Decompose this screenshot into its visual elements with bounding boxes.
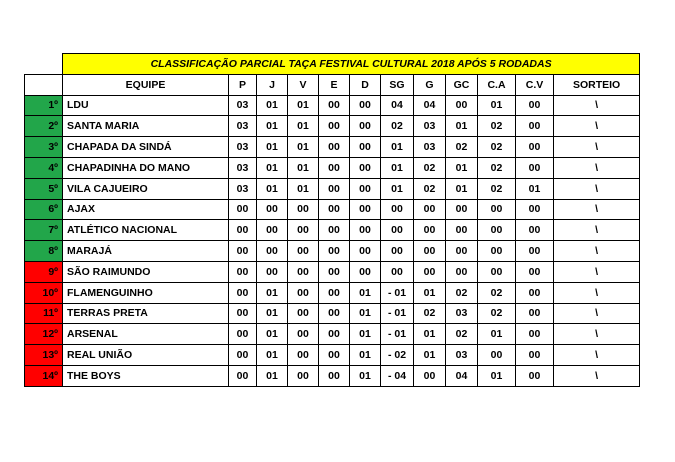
stat-cell-e: 00 <box>319 345 350 366</box>
stat-cell-g: 00 <box>414 261 446 282</box>
stat-cell-cv: 00 <box>516 303 554 324</box>
team-name-cell: CHAPADA DA SINDÁ <box>63 137 229 158</box>
stat-cell-e: 00 <box>319 324 350 345</box>
stat-cell-sg: 01 <box>381 178 414 199</box>
stat-cell-e: 00 <box>319 303 350 324</box>
stat-cell-j: 01 <box>257 157 288 178</box>
stat-cell-d: 00 <box>350 95 381 116</box>
header-team: EQUIPE <box>63 74 229 95</box>
stat-cell-v: 00 <box>288 303 319 324</box>
stat-cell-g: 03 <box>414 137 446 158</box>
sorteio-cell: \ <box>554 241 640 262</box>
stat-cell-d: 00 <box>350 261 381 282</box>
stat-cell-j: 01 <box>257 282 288 303</box>
stat-cell-cv: 00 <box>516 241 554 262</box>
stat-cell-v: 01 <box>288 137 319 158</box>
stat-cell-sg: - 01 <box>381 303 414 324</box>
stat-cell-e: 00 <box>319 241 350 262</box>
stat-cell-gc: 00 <box>446 199 478 220</box>
stat-cell-j: 01 <box>257 365 288 386</box>
team-name-cell: THE BOYS <box>63 365 229 386</box>
stat-cell-g: 00 <box>414 199 446 220</box>
position-cell: 5º <box>25 178 63 199</box>
table-row <box>25 365 640 386</box>
stat-cell-ca: 00 <box>478 220 516 241</box>
stat-cell-cv: 00 <box>516 365 554 386</box>
stat-cell-ca: 02 <box>478 157 516 178</box>
stat-cell-gc: 03 <box>446 345 478 366</box>
header-ca: C.A <box>478 74 516 95</box>
stat-cell-sg: 01 <box>381 137 414 158</box>
stat-cell-g: 01 <box>414 324 446 345</box>
stat-cell-j: 01 <box>257 178 288 199</box>
stat-cell-d: 00 <box>350 137 381 158</box>
sorteio-cell: \ <box>554 199 640 220</box>
team-name-cell: MARAJÁ <box>63 241 229 262</box>
stat-cell-v: 01 <box>288 95 319 116</box>
stat-cell-p: 00 <box>229 365 257 386</box>
stat-cell-p: 03 <box>229 178 257 199</box>
stat-cell-g: 00 <box>414 365 446 386</box>
stat-cell-p: 00 <box>229 345 257 366</box>
stat-cell-p: 00 <box>229 199 257 220</box>
stat-cell-cv: 00 <box>516 345 554 366</box>
table-row <box>25 282 640 303</box>
stat-cell-ca: 02 <box>478 137 516 158</box>
stat-cell-ca: 00 <box>478 261 516 282</box>
stat-cell-d: 01 <box>350 303 381 324</box>
stat-cell-v: 00 <box>288 261 319 282</box>
stat-cell-p: 03 <box>229 95 257 116</box>
stat-cell-cv: 00 <box>516 95 554 116</box>
stat-cell-v: 01 <box>288 178 319 199</box>
stat-cell-v: 00 <box>288 199 319 220</box>
title-spacer <box>25 54 63 75</box>
position-cell: 9º <box>25 261 63 282</box>
stat-cell-v: 01 <box>288 116 319 137</box>
table-row <box>25 157 640 178</box>
stat-cell-e: 00 <box>319 178 350 199</box>
position-cell: 6º <box>25 199 63 220</box>
table-row <box>25 137 640 158</box>
stat-cell-j: 01 <box>257 95 288 116</box>
sorteio-cell: \ <box>554 282 640 303</box>
stat-cell-cv: 00 <box>516 137 554 158</box>
stat-cell-g: 03 <box>414 116 446 137</box>
stat-cell-p: 00 <box>229 324 257 345</box>
position-cell: 10º <box>25 282 63 303</box>
header-sorteio: SORTEIO <box>554 74 640 95</box>
stat-cell-d: 00 <box>350 116 381 137</box>
stat-cell-g: 02 <box>414 178 446 199</box>
position-cell: 12º <box>25 324 63 345</box>
header-gc: GC <box>446 74 478 95</box>
stat-cell-j: 01 <box>257 324 288 345</box>
stat-cell-j: 00 <box>257 241 288 262</box>
stat-cell-sg: 00 <box>381 261 414 282</box>
header-sg: SG <box>381 74 414 95</box>
stat-cell-j: 00 <box>257 261 288 282</box>
stat-cell-cv: 00 <box>516 261 554 282</box>
header-cv: C.V <box>516 74 554 95</box>
header-d: D <box>350 74 381 95</box>
stat-cell-j: 01 <box>257 116 288 137</box>
stat-cell-e: 00 <box>319 261 350 282</box>
header-j: J <box>257 74 288 95</box>
team-name-cell: SÃO RAIMUNDO <box>63 261 229 282</box>
team-name-cell: VILA CAJUEIRO <box>63 178 229 199</box>
stat-cell-e: 00 <box>319 157 350 178</box>
team-name-cell: SANTA MARIA <box>63 116 229 137</box>
stat-cell-g: 00 <box>414 220 446 241</box>
title-row <box>25 54 640 75</box>
table-row <box>25 95 640 116</box>
stat-cell-d: 00 <box>350 241 381 262</box>
team-name-cell: AJAX <box>63 199 229 220</box>
sorteio-cell: \ <box>554 365 640 386</box>
stat-cell-d: 00 <box>350 199 381 220</box>
stat-cell-ca: 02 <box>478 282 516 303</box>
stat-cell-p: 03 <box>229 116 257 137</box>
stat-cell-d: 01 <box>350 324 381 345</box>
stat-cell-sg: - 01 <box>381 282 414 303</box>
sorteio-cell: \ <box>554 261 640 282</box>
stat-cell-g: 02 <box>414 303 446 324</box>
stat-cell-e: 00 <box>319 365 350 386</box>
stat-cell-g: 00 <box>414 241 446 262</box>
stat-cell-cv: 00 <box>516 220 554 241</box>
table-row <box>25 116 640 137</box>
team-name-cell: TERRAS PRETA <box>63 303 229 324</box>
standings-table <box>24 53 640 387</box>
team-name-cell: ATLÉTICO NACIONAL <box>63 220 229 241</box>
stat-cell-sg: 00 <box>381 220 414 241</box>
stat-cell-e: 00 <box>319 199 350 220</box>
stat-cell-sg: 04 <box>381 95 414 116</box>
stat-cell-d: 01 <box>350 282 381 303</box>
table-row <box>25 178 640 199</box>
position-cell: 13º <box>25 345 63 366</box>
position-cell: 2º <box>25 116 63 137</box>
stat-cell-d: 00 <box>350 220 381 241</box>
stat-cell-ca: 00 <box>478 241 516 262</box>
header-row <box>25 74 640 95</box>
stat-cell-ca: 00 <box>478 345 516 366</box>
stat-cell-gc: 01 <box>446 157 478 178</box>
stat-cell-d: 00 <box>350 178 381 199</box>
stat-cell-d: 00 <box>350 157 381 178</box>
stat-cell-cv: 00 <box>516 116 554 137</box>
stat-cell-cv: 00 <box>516 324 554 345</box>
stat-cell-ca: 01 <box>478 365 516 386</box>
position-cell: 4º <box>25 157 63 178</box>
stat-cell-gc: 00 <box>446 241 478 262</box>
stat-cell-cv: 00 <box>516 282 554 303</box>
stat-cell-j: 01 <box>257 303 288 324</box>
stat-cell-p: 00 <box>229 220 257 241</box>
stat-cell-e: 00 <box>319 282 350 303</box>
position-cell: 14º <box>25 365 63 386</box>
sorteio-cell: \ <box>554 178 640 199</box>
header-pos <box>25 74 63 95</box>
position-cell: 7º <box>25 220 63 241</box>
team-name-cell: LDU <box>63 95 229 116</box>
sorteio-cell: \ <box>554 95 640 116</box>
stat-cell-p: 00 <box>229 261 257 282</box>
sorteio-cell: \ <box>554 345 640 366</box>
stat-cell-d: 01 <box>350 365 381 386</box>
team-name-cell: CHAPADINHA DO MANO <box>63 157 229 178</box>
table-row <box>25 324 640 345</box>
stat-cell-sg: 02 <box>381 116 414 137</box>
stat-cell-gc: 01 <box>446 178 478 199</box>
header-e: E <box>319 74 350 95</box>
stat-cell-cv: 00 <box>516 157 554 178</box>
header-v: V <box>288 74 319 95</box>
sorteio-cell: \ <box>554 157 640 178</box>
stat-cell-ca: 02 <box>478 303 516 324</box>
standings-body <box>25 95 640 386</box>
stat-cell-p: 00 <box>229 282 257 303</box>
stat-cell-p: 00 <box>229 303 257 324</box>
stat-cell-e: 00 <box>319 95 350 116</box>
table-row <box>25 261 640 282</box>
sorteio-cell: \ <box>554 303 640 324</box>
stat-cell-ca: 01 <box>478 324 516 345</box>
stat-cell-gc: 04 <box>446 365 478 386</box>
stat-cell-p: 03 <box>229 137 257 158</box>
stat-cell-g: 02 <box>414 157 446 178</box>
stat-cell-sg: - 04 <box>381 365 414 386</box>
stat-cell-e: 00 <box>319 137 350 158</box>
stat-cell-gc: 02 <box>446 324 478 345</box>
stat-cell-v: 00 <box>288 220 319 241</box>
stat-cell-d: 01 <box>350 345 381 366</box>
stat-cell-gc: 00 <box>446 220 478 241</box>
stat-cell-p: 03 <box>229 157 257 178</box>
stat-cell-gc: 02 <box>446 137 478 158</box>
sorteio-cell: \ <box>554 324 640 345</box>
stat-cell-v: 00 <box>288 345 319 366</box>
sorteio-cell: \ <box>554 220 640 241</box>
stat-cell-e: 00 <box>319 116 350 137</box>
stat-cell-g: 04 <box>414 95 446 116</box>
position-cell: 1º <box>25 95 63 116</box>
stat-cell-v: 00 <box>288 324 319 345</box>
stat-cell-gc: 00 <box>446 261 478 282</box>
header-g: G <box>414 74 446 95</box>
sorteio-cell: \ <box>554 116 640 137</box>
team-name-cell: REAL UNIÃO <box>63 345 229 366</box>
stat-cell-sg: 00 <box>381 241 414 262</box>
stat-cell-p: 00 <box>229 241 257 262</box>
table-row <box>25 345 640 366</box>
table-title: CLASSIFICAÇÃO PARCIAL TAÇA FESTIVAL CULTURAL 2018 APÓS 5 RODADAS <box>63 54 640 75</box>
position-cell: 11º <box>25 303 63 324</box>
stat-cell-gc: 03 <box>446 303 478 324</box>
stat-cell-cv: 01 <box>516 178 554 199</box>
stat-cell-j: 01 <box>257 345 288 366</box>
stat-cell-g: 01 <box>414 282 446 303</box>
stat-cell-sg: 00 <box>381 199 414 220</box>
sorteio-cell: \ <box>554 137 640 158</box>
table-row <box>25 303 640 324</box>
team-name-cell: ARSENAL <box>63 324 229 345</box>
stat-cell-j: 01 <box>257 137 288 158</box>
team-name-cell: FLAMENGUINHO <box>63 282 229 303</box>
stat-cell-v: 00 <box>288 241 319 262</box>
position-cell: 8º <box>25 241 63 262</box>
stat-cell-ca: 00 <box>478 199 516 220</box>
stat-cell-ca: 02 <box>478 116 516 137</box>
stat-cell-j: 00 <box>257 199 288 220</box>
stat-cell-v: 00 <box>288 282 319 303</box>
stat-cell-ca: 01 <box>478 95 516 116</box>
position-cell: 3º <box>25 137 63 158</box>
table-row <box>25 199 640 220</box>
stat-cell-v: 00 <box>288 365 319 386</box>
stat-cell-sg: - 02 <box>381 345 414 366</box>
stat-cell-gc: 00 <box>446 95 478 116</box>
stat-cell-gc: 02 <box>446 282 478 303</box>
stat-cell-ca: 02 <box>478 178 516 199</box>
header-p: P <box>229 74 257 95</box>
stat-cell-cv: 00 <box>516 199 554 220</box>
stat-cell-g: 01 <box>414 345 446 366</box>
stat-cell-j: 00 <box>257 220 288 241</box>
stat-cell-gc: 01 <box>446 116 478 137</box>
stat-cell-sg: - 01 <box>381 324 414 345</box>
table-row <box>25 220 640 241</box>
table-row <box>25 241 640 262</box>
stat-cell-e: 00 <box>319 220 350 241</box>
stat-cell-sg: 01 <box>381 157 414 178</box>
stat-cell-v: 01 <box>288 157 319 178</box>
